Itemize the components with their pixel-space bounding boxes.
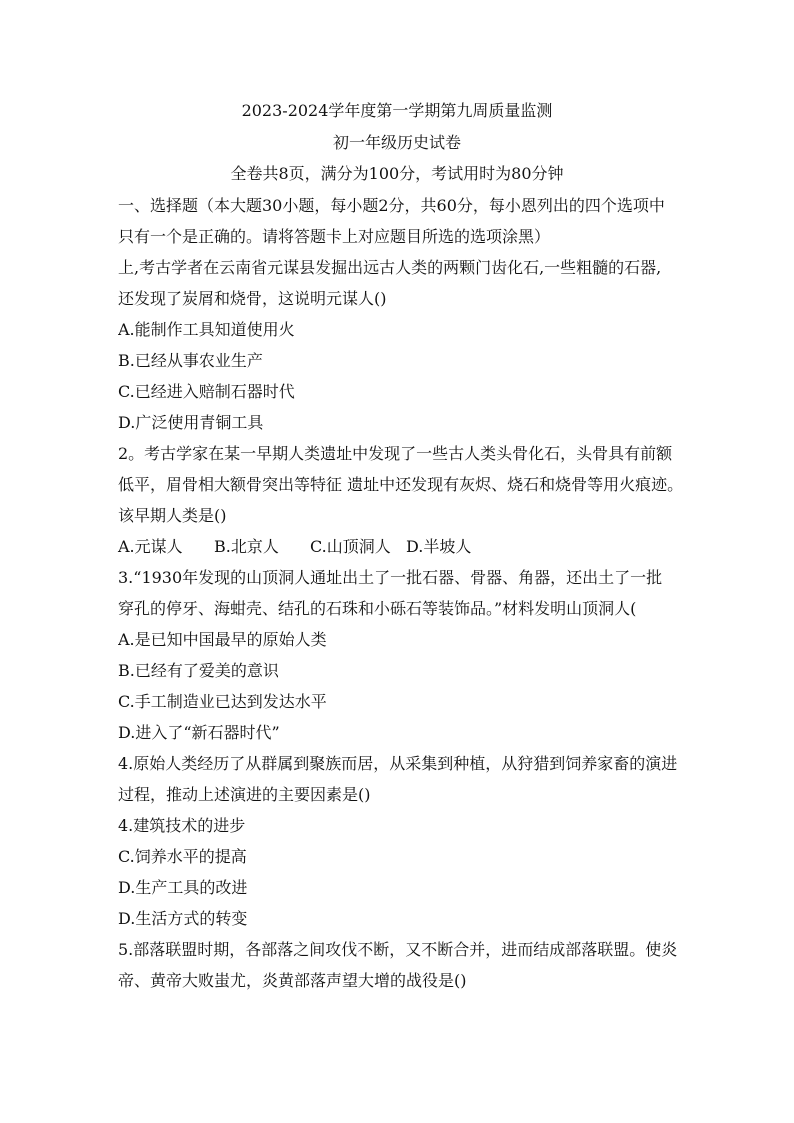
question-2-stem-line-1: 2。考古学家在某一早期人类遗址中发现了一些古人类头骨化石，头骨具有前额 [118,444,673,463]
question-5-stem-line-2: 帝、黄帝大败蚩尤，炎黄部落声望大增的战役是() [118,971,467,990]
question-2-option-c: C.山顶洞人 [310,537,391,556]
question-4-stem-line-2: 过程，推动上述演进的主要因素是() [118,785,371,804]
question-1 [118,252,690,438]
exam-info: 全卷共8页，满分为100分，考试用时为80分钟 [230,164,564,183]
question-5-stem-line-1: 5.部落联盟时期，各部落之间攻伐不断，又不断合并，进而结成部落联盟。使炎 [118,940,678,959]
question-4-option-d: D.生活方式的转变 [118,909,248,928]
question-4-stem-line-1: 4.原始人类经历了从群属到聚族而居，从采集到种植，从狩猎到饲养家畜的演进 [118,754,678,773]
question-4-option-c: D.生产工具的改进 [118,878,248,897]
question-3-option-a: A.是已知中国最早的原始人类 [118,630,327,649]
question-1-stem-line-1: 上,考古学者在云南省元谋县发掘出远古人类的两颗门齿化石,一些粗髓的石器, [118,258,662,277]
question-1-option-b: B.已经从事农业生产 [118,351,263,370]
question-3-option-c: C.手工制造业已达到发达水平 [118,692,327,711]
section-heading-line-2: 只有一个是正确的。请将答题卡上对应题目所选的选项涂黑） [118,227,551,246]
question-3-option-b: B.已经有了爱美的意识 [118,661,279,680]
question-4 [118,748,690,934]
exam-subtitle: 初一年级历史试卷 [332,133,461,152]
question-2 [118,438,690,562]
question-4-option-a: 4.建筑技术的进步 [118,816,246,835]
question-3-stem-line-1: 3.“1930年发现的山顶洞人通址出土了一批石器、骨器、角器，还出土了一批 [118,568,663,587]
question-2-stem-line-2: 低平，眉骨相大额骨突出等特征 遗址中还发现有灰烬、烧石和烧骨等用火痕迹。 [118,475,684,494]
question-1-stem-line-2: 还发现了炭屑和烧骨，这说明元谋人() [118,289,387,308]
question-2-option-d: D.半坡人 [406,537,472,556]
exam-title: 2023-2024学年度第一学期第九周质量监测 [241,101,553,120]
section-heading-line-1: 一、选择题（本大题30小题，每小题2分，共60分，每小恩列出的四个选项中 [118,196,665,215]
question-2-option-b: B.北京人 [214,537,279,556]
question-1-option-a: A.能制作工具知道使用火 [118,320,295,339]
question-2-option-a: A.元谋人 [118,537,183,556]
question-2-options [118,531,690,562]
question-5 [118,934,690,996]
question-3 [118,562,690,748]
exam-content [118,190,690,996]
question-1-option-c: C.已经进入赔制石器时代 [118,382,295,401]
question-1-option-d: D.广泛使用青铜工具 [118,413,264,432]
question-2-stem-line-3: 该早期人类是() [118,506,227,525]
question-4-option-b: C.饲养水平的提高 [118,847,247,866]
question-3-stem-line-2: 穿孔的停牙、海蚶壳、结孔的石珠和小砾石等装饰品。”材料发明山顶洞人( [118,599,637,618]
question-3-option-d: D.进入了“新石器时代” [118,723,280,742]
